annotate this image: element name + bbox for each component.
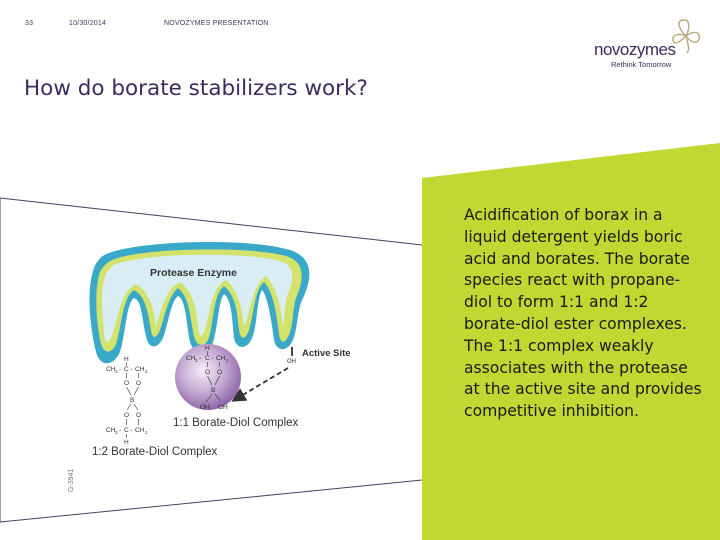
atom-label: - — [119, 427, 122, 434]
atom-label: C — [205, 355, 210, 362]
structure-1-2 — [106, 356, 148, 446]
active-site-arrow — [236, 368, 288, 399]
atom-label: CH — [106, 366, 116, 373]
atom-subscript: 3 — [195, 358, 198, 363]
atom-label: O — [217, 369, 223, 376]
slide-title: How do borate stabilizers work? — [24, 76, 368, 101]
atom-label: - — [130, 366, 133, 373]
presentation-label: NOVOZYMES PRESENTATION — [164, 20, 269, 27]
atom-label: O — [205, 369, 211, 376]
atom-label: B — [211, 387, 216, 394]
atom-label: - — [211, 355, 214, 362]
atom-label: CH — [135, 366, 145, 373]
slide-date: 10/30/2014 — [69, 20, 107, 27]
complex-1-2-label: 1:2 Borate-Diol Complex — [92, 446, 218, 458]
atom-label: O — [124, 380, 130, 387]
complex-1-1-label: 1:1 Borate-Diol Complex — [173, 417, 299, 429]
atom-subscript: 2 — [226, 358, 229, 363]
frame-line-top — [0, 198, 422, 245]
atom-label: CH — [135, 427, 145, 434]
atom-label: CH — [106, 427, 116, 434]
slide-number: 33 — [25, 20, 34, 27]
protease-enzyme-label: Protease Enzyme — [150, 267, 237, 279]
logo-wordmark: novozymes — [594, 40, 676, 59]
atom-subscript: 2 — [145, 369, 148, 374]
atom-label: OH — [218, 404, 228, 411]
protease-enzyme — [90, 242, 310, 363]
figure-id: G-3941 — [68, 468, 75, 492]
atom-label: H — [124, 356, 129, 363]
atom-subscript: 3 — [115, 430, 118, 435]
atom-label: O — [124, 412, 130, 419]
atom-label: H — [205, 345, 210, 352]
atom-label: - — [130, 427, 133, 434]
atom-label: C — [124, 366, 129, 373]
active-site-oh: OH — [287, 359, 296, 365]
atom-label: - — [199, 355, 202, 362]
atom-label: O — [136, 412, 142, 419]
atom-label: C — [124, 427, 129, 434]
atom-label: H — [124, 439, 129, 446]
atom-label: CH — [216, 355, 226, 362]
logo-tagline: Rethink Tomorrow — [611, 60, 672, 69]
body-text: Acidification of borax in a liquid detergent yields boric acid and borates. The borate species react with propane-diol to form 1:1 and 1:2 borate-diol ester complexes. The 1:1 complex weakly associates with the protease at the active site and provides competitive inhibition. — [464, 206, 702, 421]
atom-label: CH — [186, 355, 196, 362]
atom-label: OH — [200, 404, 210, 411]
atom-subscript: 2 — [145, 430, 148, 435]
atom-label: - — [119, 366, 122, 373]
atom-label: B — [130, 397, 135, 404]
atom-subscript: 3 — [115, 369, 118, 374]
frame-line-bottom — [0, 480, 422, 522]
active-site-label: Active Site — [302, 348, 351, 359]
atom-label: O — [136, 380, 142, 387]
